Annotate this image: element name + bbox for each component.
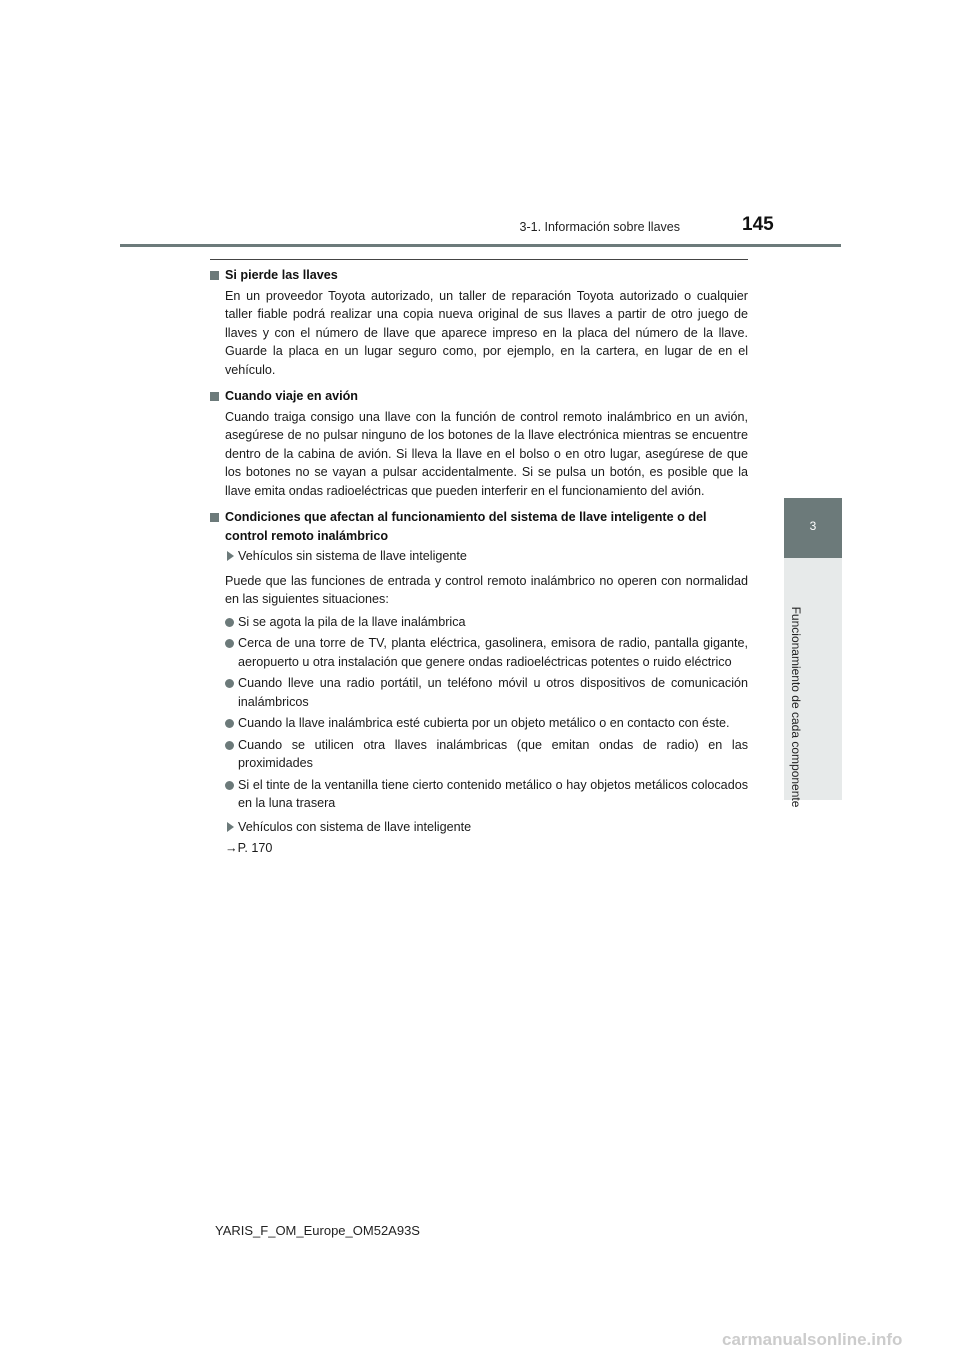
circle-bullet-icon [225, 639, 234, 648]
list-item [225, 634, 748, 671]
square-bullet-icon [210, 513, 219, 522]
section-title-text: Cuando viaje en avión [225, 389, 358, 403]
section-paragraph: En un proveedor Toyota autorizado, un taller de reparación Toyota autorizado o cualquier taller fiable podrá realizar una copia nueva original de sus llaves a partir de otro juego de llaves y con el número de llave que aparece impreso en la placa del número de la llave. Guarde la placa en un lugar seguro como, por ejemplo, en la cartera, en lugar de en el vehículo. [225, 288, 748, 377]
square-bullet-icon [210, 271, 219, 280]
condition-list [210, 613, 748, 813]
list-item-text: Cuando la llave inalámbrica esté cubierta por un objeto metálico o en contacto con éste. [238, 716, 730, 730]
list-item-text: Cerca de una torre de TV, planta eléctrica, gasolinera, emisora de radio, pantalla gigante, aeropuerto u otra instalación que genere ondas radioeléctricas potentes o ruido eléctrico [238, 636, 748, 669]
list-item [225, 736, 748, 773]
section-lost-keys [210, 266, 748, 379]
chapter-caption: Funcionamiento de cada componente [789, 606, 803, 808]
triangle-arrow-icon [227, 551, 234, 561]
circle-bullet-icon [225, 618, 234, 627]
section-paragraph: Cuando traiga consigo una llave con la función de control remoto inalámbrico en un avión, asegúrese de no pulsar ninguno de los botones de la llave electrónica mientras se encuentre dentro de la cabina de avión. Si lleva la llave en el bolso o en otro lugar, asegúrese de que los botones no se vayan a pulsar accidentalmente. Si se pulsa un botón, es posible que la llave emita ondas radioeléctricas que pueden interferir en el funcionamiento del avión. [225, 409, 748, 498]
chapter-tab-number: 3 [809, 519, 817, 533]
section-title [210, 508, 748, 545]
list-item-text: Cuando lleve una radio portátil, un teléfono móvil u otros dispositivos de comunicación inalámbricos [238, 676, 748, 709]
section-title-text: Si pierde las llaves [225, 268, 338, 282]
section-intro: Puede que las funciones de entrada y control remoto inalámbrico no operen con normalidad en las siguientes situaciones: [225, 573, 748, 606]
section-title [210, 387, 748, 406]
list-item [225, 776, 748, 813]
section-air-travel [210, 387, 748, 500]
sub-heading-with-smart-key [225, 818, 748, 837]
list-item [225, 613, 748, 632]
triangle-arrow-icon [227, 822, 234, 832]
list-item-text: Cuando se utilicen otra llaves inalámbricas (que emitan ondas de radio) en las proximidades [238, 737, 748, 770]
circle-bullet-icon [225, 679, 234, 688]
sub-heading-text: Vehículos con sistema de llave inteligente [238, 819, 472, 834]
content-rule [210, 259, 748, 260]
footer-document-code: YARIS_F_OM_Europe_OM52A93S [215, 1223, 420, 1238]
header-rule [120, 244, 841, 247]
list-item [225, 674, 748, 711]
section-conditions [210, 508, 748, 858]
list-item-text: Si se agota la pila de la llave inalámbrica [238, 614, 466, 629]
header-section-title: 3-1. Información sobre llaves [519, 220, 680, 234]
section-title-text: Condiciones que afectan al funcionamiento del sistema de llave inteligente o del control remoto inalámbrico [225, 510, 707, 543]
circle-bullet-icon [225, 781, 234, 790]
page-number: 145 [742, 214, 774, 235]
list-item-text: Si el tinte de la ventanilla tiene cierto contenido metálico o hay objetos metálicos colocados en la luna trasera [238, 777, 748, 810]
watermark: carmanualsonline.info [722, 1330, 903, 1349]
square-bullet-icon [210, 392, 219, 401]
section-title [210, 266, 748, 285]
page-cross-reference: →P. 170 [225, 841, 273, 855]
circle-bullet-icon [225, 741, 234, 750]
main-content [210, 266, 748, 858]
circle-bullet-icon [225, 719, 234, 728]
sub-heading-text: Vehículos sin sistema de llave inteligente [238, 549, 467, 563]
sub-heading-without-smart-key [225, 547, 748, 566]
list-item [225, 714, 748, 733]
